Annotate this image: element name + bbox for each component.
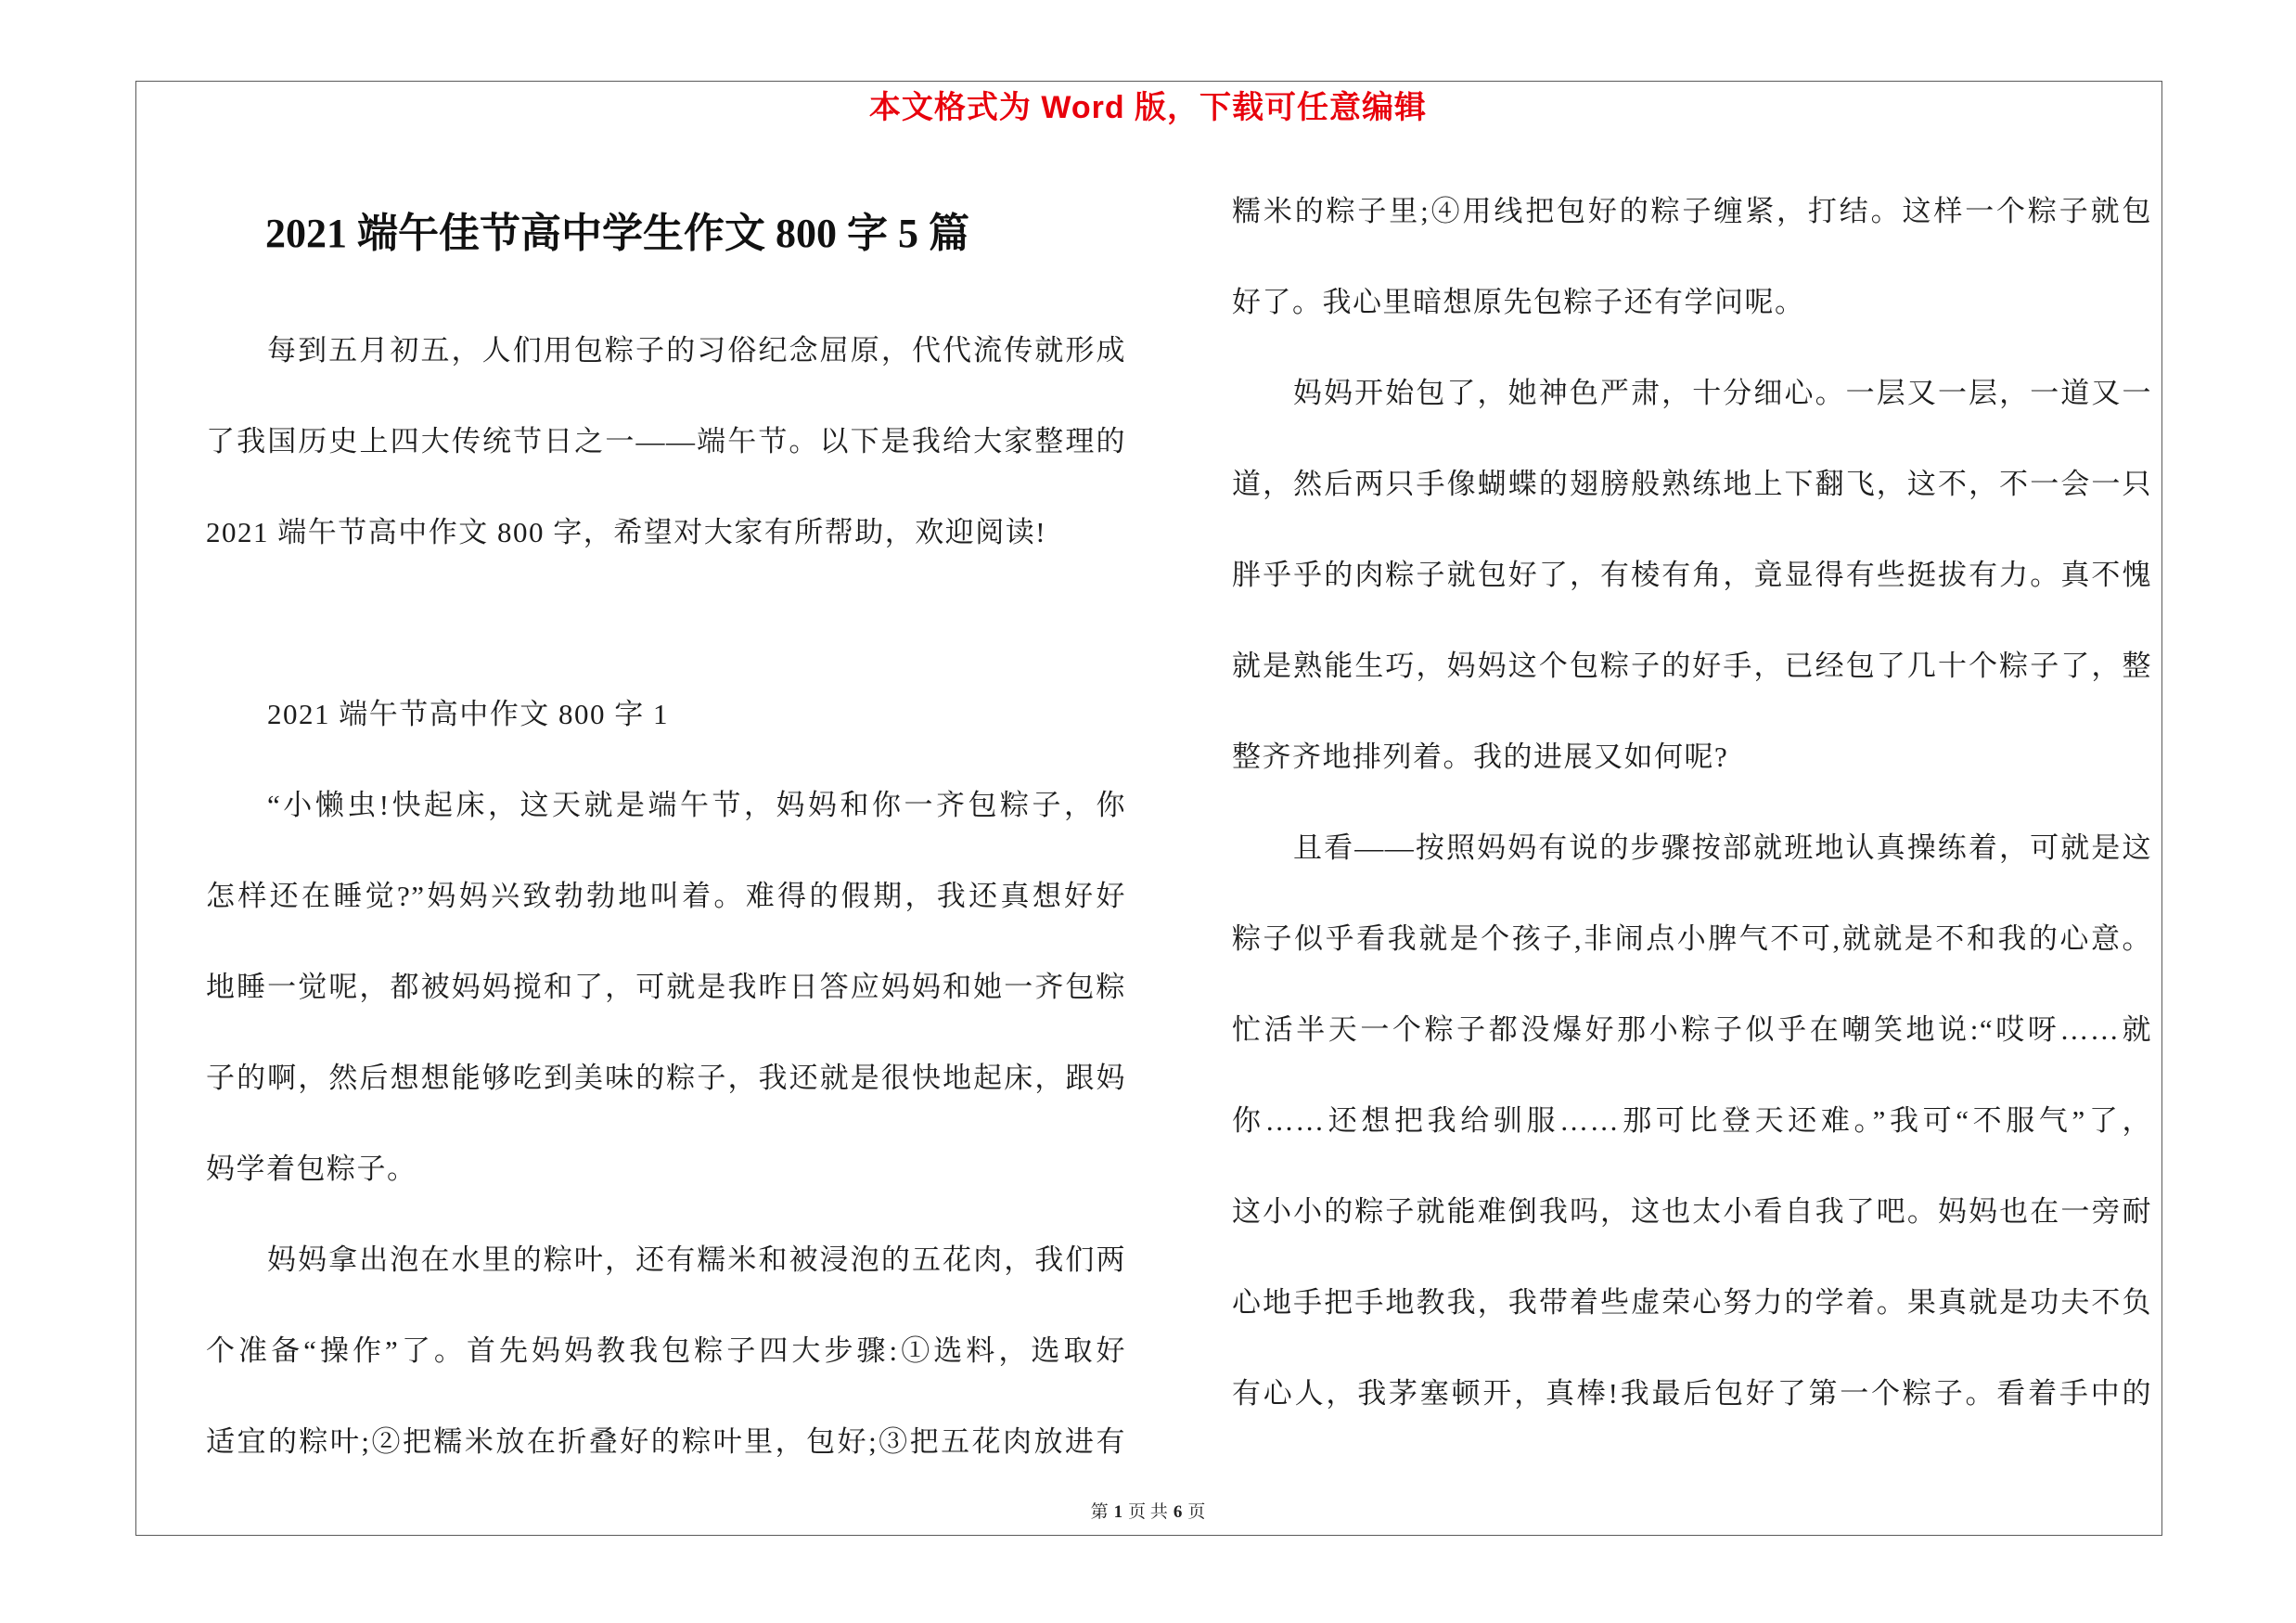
text-line: 糯米的粽子里;④用线把包好的粽子缠紧，打结。这样一个粽子就包: [1232, 195, 2152, 227]
text-line: 你……还想把我给驯服……那可比登天还难。”我可“不服气”了，: [1232, 1104, 2152, 1137]
current-page-number: 1: [1113, 1502, 1123, 1522]
footer-prefix: 第: [1090, 1502, 1109, 1522]
text-line: 胖乎乎的肉粽子就包好了，有棱有角，竟显得有些挺拔有力。真不愧: [1232, 559, 2152, 591]
text-line: 忙活半天一个粽子都没爆好那小粽子似乎在嘲笑地说:“哎呀……就: [1232, 1013, 2152, 1046]
page-footer: [0, 1500, 2296, 1526]
footer-middle: 页 共: [1128, 1502, 1168, 1522]
text-line: “小懒虫!快起床，这天就是端午节，妈妈和你一齐包粽子，你: [267, 789, 1126, 821]
right-column: [1232, 166, 2152, 1439]
left-column: [206, 305, 1126, 1488]
body-paragraph: [1232, 348, 2152, 803]
section-heading: 2021 端午节高中作文 800 字 1: [267, 698, 669, 730]
text-line: 地睡一觉呢，都被妈妈搅和了，可就是我昨日答应妈妈和她一齐包粽: [206, 971, 1126, 1003]
text-line: 2021 端午节高中作文 800 字，希望对大家有所帮助，欢迎阅读!: [206, 516, 1047, 548]
text-line: 每到五月初五，人们用包粽子的习俗纪念屈原，代代流传就形成: [267, 334, 1126, 367]
body-paragraph: [206, 760, 1126, 1215]
text-line: 个准备“操作”了。首先妈妈教我包粽子四大步骤:①选料，选取好: [206, 1334, 1126, 1367]
footer-suffix: 页: [1187, 1502, 1206, 1522]
body-paragraph: [206, 1215, 1126, 1488]
text-line: 怎样还在睡觉?”妈妈兴致勃勃地叫着。难得的假期，我还真想好好: [206, 880, 1126, 912]
text-line: 妈妈拿出泡在水里的粽叶，还有糯米和被浸泡的五花肉，我们两: [267, 1243, 1126, 1276]
text-line: 这小小的粽子就能难倒我吗，这也太小看自我了吧。妈妈也在一旁耐: [1232, 1195, 2152, 1228]
text-line: 粽子似乎看我就是个孩子,非闹点小脾气不可,就就是不和我的心意。: [1232, 922, 2152, 955]
body-paragraph-continued: [1232, 166, 2152, 348]
text-line: 且看——按照妈妈有说的步骤按部就班地认真操练着，可就是这: [1293, 831, 2152, 864]
document-title: 2021 端午佳节高中学生作文 800 字 5 篇: [265, 211, 969, 256]
text-line: 子的啊，然后想想能够吃到美味的粽子，我还就是很快地起床，跟妈: [206, 1062, 1126, 1094]
text-line: 整齐齐地排列着。我的进展又如何呢?: [1232, 741, 1729, 773]
intro-paragraph: [206, 305, 1126, 578]
text-line: 有心人，我茅塞顿开，真棒!我最后包好了第一个粽子。看着手中的: [1232, 1377, 2152, 1410]
text-line: 好了。我心里暗想原先包粽子还有学问呢。: [1232, 286, 1805, 318]
text-line: 就是熟能生巧，妈妈这个包粽子的好手，已经包了几十个粽子了，整: [1232, 650, 2152, 682]
text-line: 妈妈开始包了，她神色严肃，十分细心。一层又一层，一道又一: [1293, 377, 2152, 409]
text-line: 了我国历史上四大传统节日之一——端午节。以下是我给大家整理的: [206, 425, 1126, 457]
text-line: 心地手把手地教我，我带着些虚荣心努力的学着。果真就是功夫不负: [1232, 1286, 2152, 1319]
blank-line: [206, 578, 1126, 669]
text-line: 妈学着包粽子。: [206, 1153, 417, 1185]
total-page-count: 6: [1173, 1502, 1183, 1522]
text-line: 适宜的粽叶;②把糯米放在折叠好的粽叶里，包好;③把五花肉放进有: [206, 1425, 1126, 1458]
text-line: 道，然后两只手像蝴蝶的翅膀般熟练地上下翻飞，这不，不一会一只: [1232, 468, 2152, 500]
body-paragraph: [1232, 803, 2152, 1439]
format-notice: 本文格式为 Word 版，下载可任意编辑: [868, 90, 1428, 125]
